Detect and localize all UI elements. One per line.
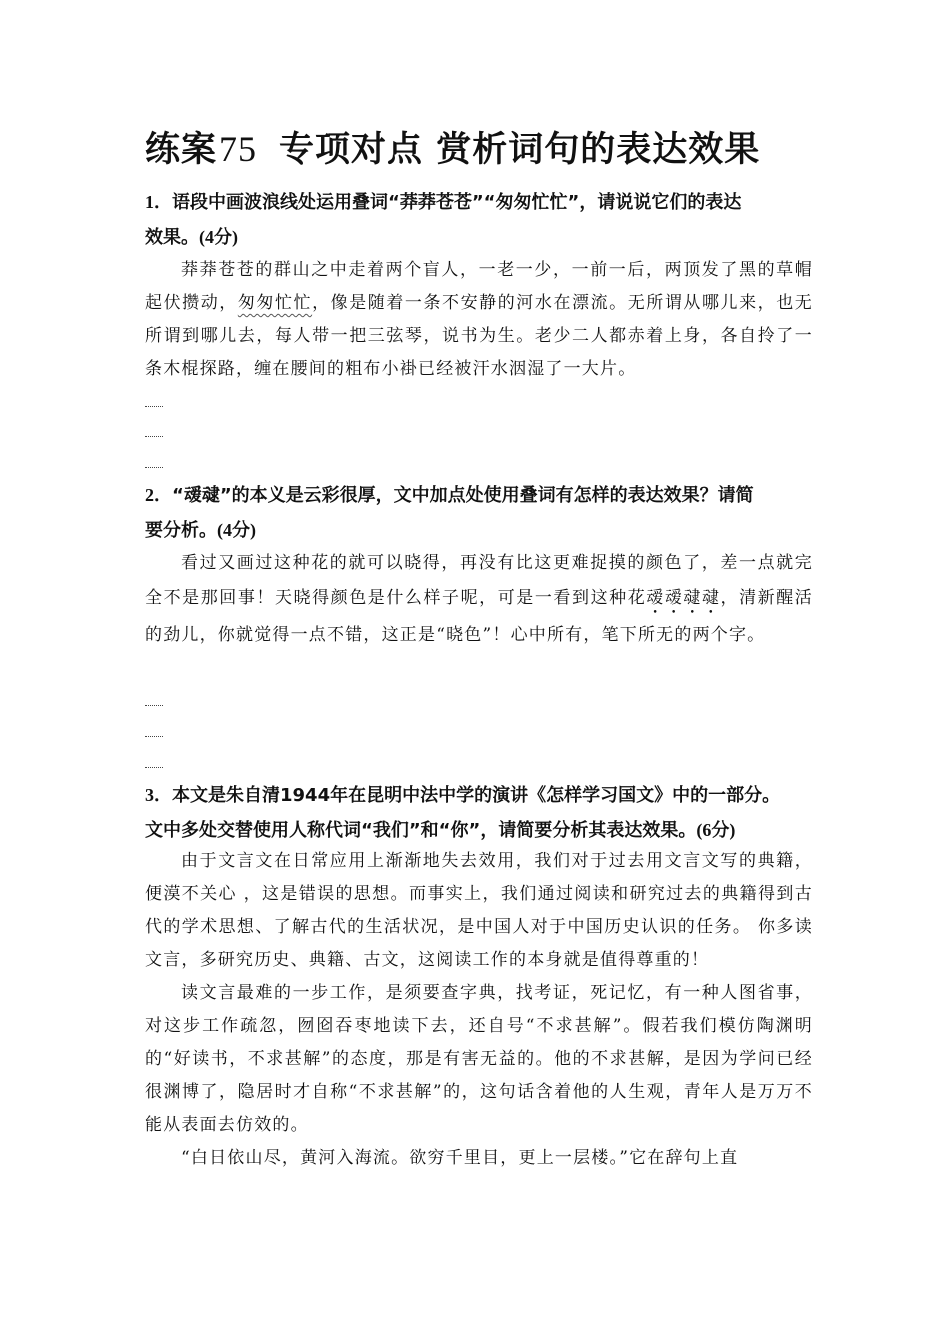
answer-line [145, 465, 163, 468]
answer-line [145, 765, 163, 768]
question-1 [145, 185, 825, 255]
answer-line [145, 734, 163, 737]
question-number: 2 [145, 485, 154, 505]
passage-paragraph: 由于文言文在日常应用上渐渐地失去效用，我们对于过去用文言文写的典籍，便漠不关心 ，这是错误的思想。而事实上，我们通过阅读和研究过去的典籍得到古代的学术思想、了解古代的生活状况，是中国人对于中国历史认识的任务。 你多读文言，多研究历史、典籍、古文，这阅读工作的本身就是值得尊重的！ [145, 851, 813, 970]
question-text-line-1: ．“叆叇”的本义是云彩很厚，文中加点处使用叠词有怎样的表达效果？请简 [154, 485, 754, 506]
question-number: 3 [145, 785, 154, 805]
passage-text: ，清新醒活的劲儿，你就觉得一点不错，这正是“晓色”！心中所有，笔下所无的两个字。 [145, 588, 813, 645]
question-text-line-1: ．语段中画波浪线处运用叠词“莽莽苍苍”“匆匆忙忙”，请说说它们的表达 [154, 192, 742, 213]
question-points: (4分) [217, 520, 256, 540]
question-points: (6分) [696, 820, 736, 840]
passage-text: 看过又画过这种花的就可以晓得，再没有比这更难捉摸的颜色了，差一点就完全不是那回事！天晓得颜色是什么样子呢，可是一看到这种花 [145, 553, 813, 608]
question-number: 1 [145, 192, 154, 212]
question-points: (4分) [199, 227, 238, 247]
passage-1 [145, 254, 813, 386]
passage-2 [145, 546, 813, 653]
title-number: 75 [219, 129, 258, 169]
page-title [145, 122, 845, 172]
wavy-underlined-phrase: 匆匆忙忙 [237, 293, 313, 313]
passage-paragraph: “白日依山尽，黄河入海流。欲穷千里目，更上一层楼。”它在辞句上直 [181, 1148, 739, 1168]
passage-3 [145, 845, 813, 1175]
answer-line [145, 404, 163, 407]
dot-emphasized-phrase: 叆叆叇叇 [646, 588, 721, 608]
answer-line [145, 703, 163, 706]
question-text-line-2: 文中多处交替使用人称代词“我们”和“你”，请简要分析其表达效果。 [145, 820, 697, 841]
passage-text: ，像是随着一条不安静的河水在漂流。无所谓从哪儿来，也无所谓到哪儿去，每人带一把三弦琴，说书为生。老少二人都赤着上身，各自拎了一条木棍探路，缠在腰间的粗布小褂已经被汗水洇湿了一大片。 [145, 293, 813, 379]
question-text-line-2: 效果。 [145, 227, 199, 248]
title-subtitle: 专项对点 赏析词句的表达效果 [279, 130, 761, 170]
question-2 [145, 478, 825, 548]
question-3 [145, 778, 835, 848]
question-text-line-2: 要分析。 [145, 520, 217, 541]
question-text-line-1: ．本文是朱自清1944年在昆明中法中学的演讲《怎样学习国文》中的一部分。 [154, 785, 781, 806]
title-prefix: 练案 [145, 130, 218, 170]
passage-text: 莽莽苍苍的群山之中走着两个盲人，一老一少，一前一后，两顶发了黑的草帽起伏攒动， [145, 260, 813, 313]
passage-paragraph: 读文言最难的一步工作，是须要查字典，找考证，死记忆，有一种人图省事，对这步工作疏忽，囫囵吞枣地读下去，还自号“不求甚解”。假若我们模仿陶渊明的“好读书，不求甚解”的态度，那是有害无益的。他的不求甚解，是因为学问已经很渊博了，隐居时才自称“不求甚解”的，这句话含着他的人生观，青年人是万万不能从表面去仿效的。 [145, 983, 813, 1135]
answer-line [145, 434, 163, 437]
